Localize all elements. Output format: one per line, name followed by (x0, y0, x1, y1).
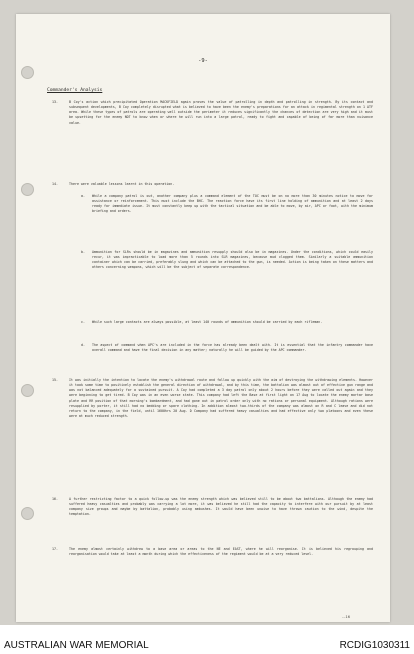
paragraph-13 (52, 100, 373, 126)
paragraph-number: 17. (52, 547, 58, 551)
subparagraph-text: Ammunition for SLRs should be in magazines and ammunition resupply should also be in magazines. Under the conditions, which could easily recur, it was impracticable to load more than 5 rounds into SLR magazines, because mud clogged them. Similarly a suitable ammunition container which can be carried, preferably slung and which can be attached to the gun, is needed. Action is being taken on these matters and others concerning weapons, which will be the subject of separate correspondence. (92, 250, 373, 270)
punch-hole (21, 183, 34, 196)
subparagraph-text: The aspect of command when APC's are included in the force has already been dealt with. It is essential that the infantry commander have overall command and have the final decision in any matter; naturally he will be guided by the APC commander. (92, 343, 373, 353)
paragraph-16 (52, 497, 373, 518)
paragraph-text: The enemy almost certainly withdrew to a base area or areas to the NE and EAST, where he will reorganise. It is believed his regrouping and reorganisation would take at least a month during which the effectiveness of the regiment would be at a very reduced level. (69, 547, 373, 557)
archive-name: AUSTRALIAN WAR MEMORIAL (4, 640, 149, 651)
section-heading: Commander's Analysis (47, 88, 103, 93)
subparagraph-label: a. (81, 194, 85, 198)
paragraph-number: 16. (52, 497, 58, 501)
archive-footer (0, 625, 414, 654)
subparagraph-text: While a company patrol is out, another company plus a command element of the TOC must be on no more than 30 minutes notice to move for assistance or reinforcement. This must include the BHC. The reaction force have its first line holding of ammunition and at least 2 days ready for immediate issue. It must constantly keep up with the tactical situation and be able to move, by air, APC or foot, with the minimum briefing and orders. (92, 194, 373, 214)
punch-hole (21, 384, 34, 397)
paragraph-number: 13. (52, 100, 58, 104)
subparagraph-label: d. (81, 343, 85, 347)
paragraph-text: It was initially the intention to locate the enemy's withdrawal route and follow up quickly with the aim of destroying the withdrawing elements. However it took some time to positively establish the general direction of withdrawal, and by this time, the battalion was almost out of effective gun range and was not balanced adequately for a sustained pursuit. A Coy had completed a 3 day patrol only about 2 hours before they were called out again and they were beginning to get tired. B Coy was in an even worse state. This company had left the Base at first light on 17 Aug to locate the enemy mortar base plate and RR position of that morning's bombardment, and had gone out in patrol order only with no rations or personal equipment. Although rations were resupplied by porter, it still had no bedding or spare clothing. In addition almost two-thirds of the company was almost on R and C leave and did not return to the company, in the field, until 1600hrs 20 Aug. D Company had suffered heavy casualties and had effective only two platoons and even these were at much reduced strength. (69, 378, 373, 419)
paragraph-17 (52, 547, 373, 557)
paragraph-number: 15. (52, 378, 58, 382)
subparagraph-a (81, 194, 373, 215)
punch-hole (21, 507, 34, 520)
paragraph-15 (52, 378, 373, 419)
subparagraph-b (81, 250, 373, 271)
continuation-mark: ...16 (342, 615, 350, 619)
paragraph-14 (52, 182, 373, 187)
subparagraph-c (81, 320, 373, 325)
paragraph-number: 14. (52, 182, 58, 186)
paragraph-text: A further restricting factor to a quick follow-up was the enemy strength which was believed still to be about two battalions. Although the enemy had suffered heavy casualties and probably was carrying a lot more, it was believed he still had the capacity to interfere with our pursuit by at least company size groups and maybe by battalion, probably using ambushes. It would have been unwise to have thrown caution to the wind, despite the temptation. (69, 497, 373, 517)
paragraph-text: B Coy's action which precipitated Operation MACKFIELD again proves the value of patrolling in depth and patrolling in strength. By its contact and subsequent developments, B Coy completely disrupted what is believed to have been the enemy's preparations for an attack in regimental strength on 1 ATF area. While these types of patrols are operating well outside the perimeter it reduces significantly the chances of detection are very high and it must be upsetting for the enemy NOT to know when or where he will run into a large patrol, ready to fight and capable of being of far more than nuisance value. (69, 100, 373, 125)
subparagraph-label: c. (81, 320, 85, 324)
record-id: RCDIG1030311 (339, 640, 410, 651)
page-number: -9- (198, 58, 208, 64)
subparagraph-d (81, 343, 373, 353)
subparagraph-text: While such large contacts are always possible, at least 140 rounds of ammunition should be carried by each rifleman. (92, 320, 323, 324)
paragraph-text: There were valuable lessons learnt in this operation. (69, 182, 175, 186)
punch-hole (21, 66, 34, 79)
document-page (16, 14, 390, 622)
subparagraph-label: b. (81, 250, 85, 254)
